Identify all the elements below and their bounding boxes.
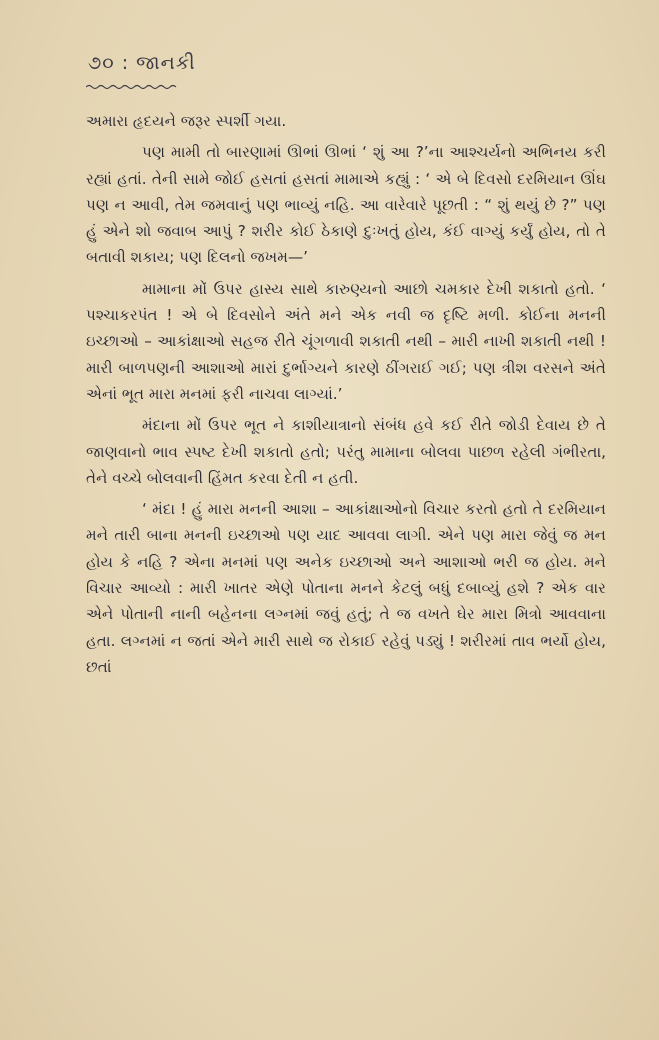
header-separator: : [121, 52, 130, 74]
paragraph: મંદાના મોં ઉપર ભૂત ને કાશીયાત્રાનો સંબંધ હવે કઈ રીતે જોડી દેવાય છે તે જાણવાનો ભાવ સ્પષ્ટ દેખી શકાતો હતો; પરંતુ મામાના બોલવા પાછળ રહેલી ગંભીરતા, તેને વચ્ચે બોલવાની હિંમત કરવા દેતી ન હતી. [86, 416, 606, 487]
header-wavy-rule [86, 84, 178, 90]
page-number: ૭૦ [88, 52, 115, 74]
running-header [88, 52, 196, 74]
running-title: જાનકી [136, 52, 196, 74]
paragraph-continuation: અમારા હૃદયને જરૂર સ્પર્શી ગયા. [86, 112, 287, 130]
paragraph: મામાના મોં ઉપર હાસ્ય સાથે કારુણ્યનો આછો ચમકાર દેખી શકાતો હતો. ‘ પશ્ચાકરપંત ! એ બે દિવસોને અંતે મને એક નવી જ દૃષ્ટિ મળી. કોઈના મનની ઇચ્છાઓ – આકાંક્ષાઓ સહજ રીતે ચૂંગળાવી શકાતી નથી – મારી નાખી શકાતી નથી ! મારી બાળપણની આશાઓ મારાં દુર્ભાગ્યને કારણે ઠીંગરાઈ ગઈ; પણ ત્રીશ વરસને અંતે એનાં ભૂત મારા મનમાં ફરી નાચવા લાગ્યાં.’ [86, 279, 606, 403]
paragraph: ‘ મંદા ! હું મારા મનની આશા – આકાંક્ષાઓનો વિચાર કરતો હતો તે દરમિયાન મને તારી બાના મનની ઇચ્છાઓ પણ યાદ આવવા લાગી. એને પણ મારા જેવું જ મન હોય કે નહિ ? એના મનમાં પણ અનેક ઇચ્છાઓ અને આશાઓ ભરી જ હોય. મને વિચાર આવ્યો : મારી ખાતર એણે પોતાના મનને કેટલું બધું દબાવ્યું હશે ? એક વાર એને પોતાની નાની બહેનના લગ્નમાં જવું હતું; તે જ વખતે ઘેર મારા મિત્રો આવવાના હતા. લગ્નમાં ન જતાં એને મારી સાથે જ રોકાઈ રહેવું પડ્યું ! શરીરમાં તાવ ભર્યો હોય, છતાં [86, 500, 606, 676]
page-body [86, 108, 606, 680]
paragraph: પણ મામી તો બારણામાં ઊભાં ઊભાં ‘ શું આ ?’ના આશ્ચર્યનો અભિનય કરી રહ્યાં હતાં. તેની સામે જોઈ હસતાં હસતાં મામાએ કહ્યું : ‘ એ બે દિવસો દરમિયાન ઊંઘ પણ ન આવી, તેમ જમવાનું પણ ભાવ્યું નહિ. આ વારેવારે પૂછતી : “ શું થયું છે ?” પણ હું એને શો જવાબ આપું ? શરીર કોઈ ઠેકાણે દુઃખતું હોય, કંઈ વાગ્યું કર્યું હોય, તો તે બતાવી શકાય; પણ દિલનો જખમ—’ [86, 143, 606, 267]
